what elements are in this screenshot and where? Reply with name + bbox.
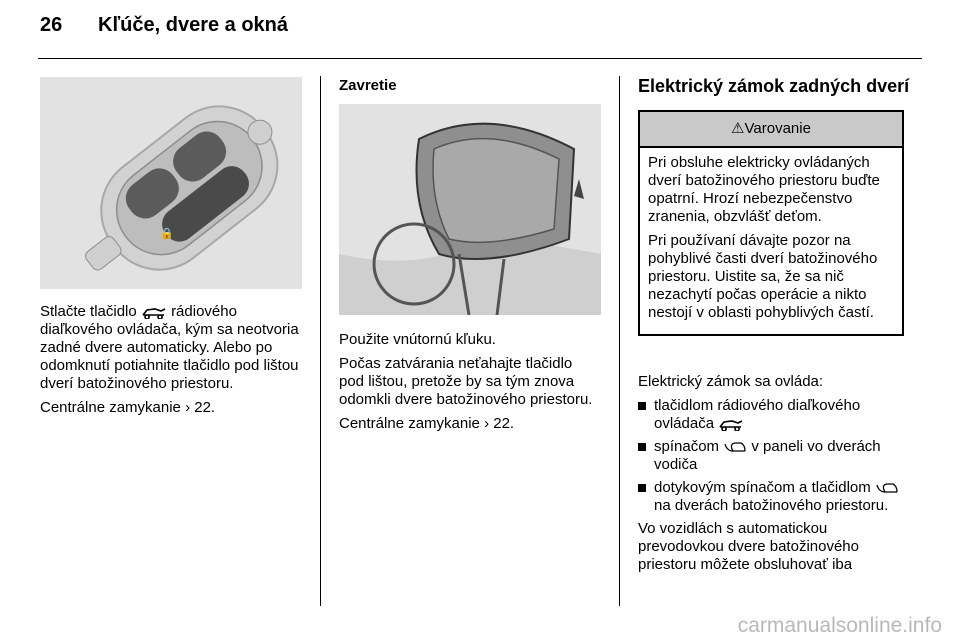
column-1-text [40, 303, 305, 423]
paragraph-inner-handle: Použite vnútornú kľuku. [339, 331, 496, 348]
xref-central-locking-1[interactable] [40, 399, 305, 417]
column-3-text [638, 373, 906, 580]
warning-paragraph-2: Pri používaní dávajte pozor na pohyblivé časti dverí batožinového priestoru. Uistite sa, že sa nič nezachytí počas operácie a nikto nestojí v oblasti pohyblivých častí. [648, 232, 878, 321]
xref-label: Centrálne zamykanie [339, 415, 480, 432]
list-item [638, 397, 906, 433]
section-heading-zavretie: Zavretie [339, 77, 397, 94]
header-rule [38, 58, 922, 59]
arrow-reference-icon: › [185, 399, 191, 416]
list-item [638, 479, 906, 515]
paragraph-automatic-transmission: Vo vozidlách s automatickou prevodovkou dvere batožinového priestoru môžete obsluhovať iba [638, 520, 859, 573]
svg-text:🔒: 🔒 [160, 227, 174, 240]
square-bullet [638, 402, 646, 410]
warning-box [638, 110, 904, 336]
remote-key-illustration [40, 77, 302, 289]
column-2-heading [339, 77, 601, 95]
arrow-reference-icon: › [484, 415, 490, 432]
car-trunk-open-icon [141, 305, 167, 319]
page-header [40, 14, 288, 37]
warning-title: Varovanie [744, 120, 811, 137]
paragraph-open-instructions [40, 303, 305, 393]
square-bullet [638, 443, 646, 451]
column-3-heading [638, 77, 910, 95]
column-2-text [339, 331, 601, 439]
watermark: carmanualsonline.info [737, 614, 942, 637]
list-item-text: dotykovým spínačom a tlačidlom [654, 479, 871, 496]
xref-page: 22. [493, 415, 515, 432]
text-radioveho: rádiového diaľkového ovládača, kým sa neotvoria zadné dvere automaticky. Alebo po odomknutí potiahnite tlačidlo pod lištou dverí batožinového priestoru. [40, 303, 299, 392]
xref-page: 22. [194, 399, 216, 416]
tailgate-illustration [339, 104, 601, 315]
warning-triangle-icon: ⚠ [731, 120, 745, 137]
square-bullet [638, 484, 646, 492]
lock-controls-list [638, 397, 906, 515]
paragraph-closing-warning: Počas zatvárania neťahajte tlačidlo pod lištou, pretože by sa tým znova odomkli dvere batožinového priestoru. [339, 355, 593, 408]
car-trunk-open-icon [723, 440, 747, 454]
column-divider-1 [320, 76, 321, 606]
text-stlacte: Stlačte tlačidlo [40, 303, 137, 320]
section-heading-electric-lock: Elektrický zámok zadných dverí [638, 76, 910, 96]
list-item-text: tlačidlom rádiového diaľkového ovládača [654, 397, 861, 432]
list-item-text: spínačom [654, 438, 720, 455]
warning-paragraph-1: Pri obsluhe elektricky ovládaných dverí batožinového priestoru buďte opatrní. Hrozí nebezpečenstvo zranenia, obzvlášť deťom. [648, 154, 880, 225]
warning-header [640, 112, 902, 148]
column-divider-2 [619, 76, 620, 606]
xref-label: Centrálne zamykanie [40, 399, 181, 416]
xref-central-locking-2[interactable] [339, 415, 601, 433]
list-item-text-after: v paneli vo dverách vodiča [654, 438, 881, 473]
car-trunk-open-icon [718, 417, 744, 431]
car-trunk-open-icon [875, 481, 899, 495]
list-item [638, 438, 906, 474]
page-number: 26 [40, 14, 63, 36]
chapter-title: Kľúče, dvere a okná [98, 14, 289, 36]
paragraph-lock-intro: Elektrický zámok sa ovláda: [638, 373, 824, 390]
warning-body [640, 148, 902, 334]
list-item-text-after: na dverách batožinového priestoru. [654, 497, 889, 514]
